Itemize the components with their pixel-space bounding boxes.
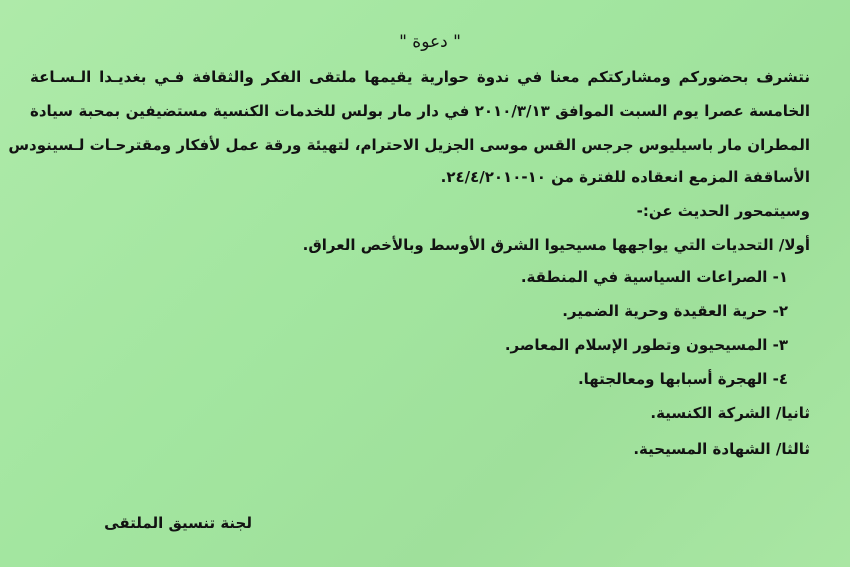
invitation-title: " دعوة " bbox=[399, 32, 461, 52]
paragraph-line-1: نتشرف بحضوركم ومشاركتكم معنا في ندوة حوارية يقيمها ملتقى الفكر والثقافة فـي بغديـدا الـسـاعة bbox=[30, 68, 810, 86]
signature: لجنة تنسيق الملتقى bbox=[104, 514, 252, 532]
subtopic-2: ٢- حرية العقيدة وحرية الضمير. bbox=[562, 302, 788, 320]
paragraph-line-4: الأساقفة المزمع انعقاده للفترة من ١٠-٢٤/٤/٢٠١٠. bbox=[440, 168, 810, 186]
topic-second: ثانيا/ الشركة الكنسية. bbox=[650, 404, 810, 422]
subtopic-3: ٣- المسيحيون وتطور الإسلام المعاصر. bbox=[504, 336, 788, 354]
subtopic-1: ١- الصراعات السياسية في المنطقة. bbox=[520, 268, 788, 286]
paragraph-line-2: الخامسة عصرا يوم السبت الموافق ٢٠١٠/٣/١٣ في دار مار بولس للخدمات الكنسية مستضيفين بمحبة سيادة bbox=[30, 102, 811, 120]
topics-intro: وسيتمحور الحديث عن:- bbox=[636, 202, 810, 220]
paragraph-line-3: المطران مار باسيليوس جرجس القس موسى الجزيل الاحترام، لتهيئة ورقة عمل لأفكار ومقترحـات لـسينودس bbox=[8, 136, 810, 154]
topic-third: ثالثا/ الشهادة المسيحية. bbox=[633, 440, 810, 458]
subtopic-4: ٤- الهجرة أسبابها ومعالجتها. bbox=[577, 370, 788, 388]
topic-first: أولا/ التحديات التي يواجهها مسيحيوا الشرق الأوسط وبالأخص العراق. bbox=[302, 236, 810, 254]
